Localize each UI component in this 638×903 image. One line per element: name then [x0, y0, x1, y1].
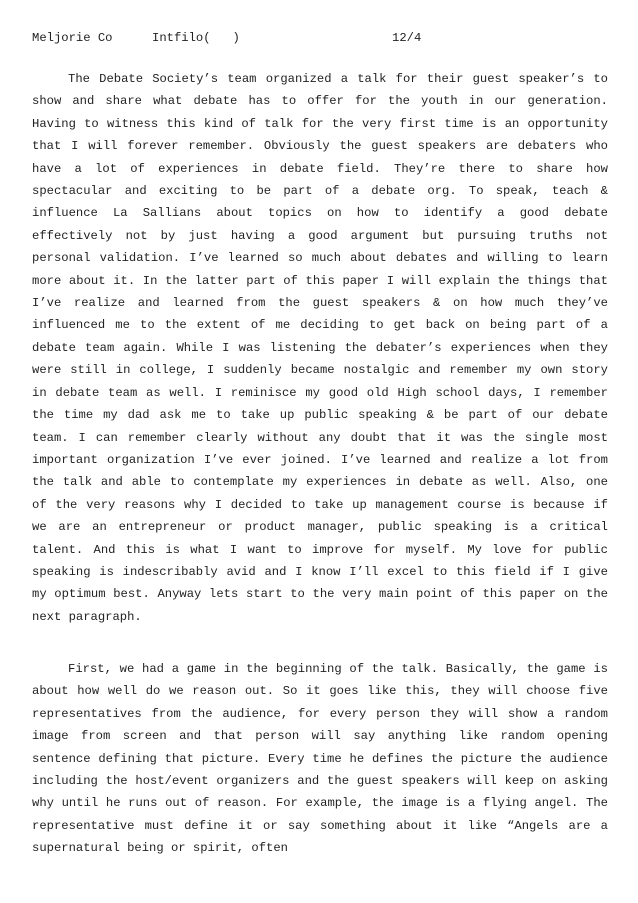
paragraph-1: The Debate Society’s team organized a talk for their guest speaker’s to show and share what debate has to offer for the youth in our generation. Having to witness this kind of talk for the very first time is an opportunity that I will forever remember. Obviously the guest speakers are debaters who have a lot of experiences in debate field. They’re there to share how spectacular and exciting to be part of a debate org. To speak, teach & influence La Sallians about topics on how to identify a good debate effectively not by just having a good argument but pursuing truths not personal validation. I’ve learned so much about debates and willing to learn more about it. In the latter part of this paper I will explain the things that I’ve realize and learned from the guest speakers & on how much they’ve influenced me to the extent of me deciding to get back on being part of a debate team again. While I was listening the debater’s experiences when they were still in college, I suddenly became nostalgic and remember my own story in debate team as well. I reminisce my good old High school days, I remember the time my dad ask me to take up public speaking & be part of our debate team. I can remember clearly without any doubt that it was the single most important organization I’ve ever joined. I’ve learned and realize a lot from the talk and able to contemplate my experiences in debate as well. Also, one of the very reasons why I decided to take up management course is because if we are an entrepreneur or product manager, public speaking is a critical talent. And this is what I want to improve for myself. My love for public speaking is indescribably avid and I know I’ll excel to this field if I give my optimum best. Anyway lets start to the very main point of this paper on the next paragraph. — [32, 72, 608, 624]
course-label: Intfilo( ) — [152, 31, 240, 45]
author-name: Meljorie Co — [32, 31, 113, 45]
paragraph-2: First, we had a game in the beginning of the talk. Basically, the game is about how well do we reason out. So it goes like this, they will choose five representatives from the audience, for every person they will show a random image from screen and that person will say anything like random opening sentence defining that picture. Every time he defines the picture the audience including the host/event organizers and the guest speakers will keep on asking why until he runs out of reason. For example, the image is a flying angel. The representative must define it or say something about it like “Angels are a supernatural being or spirit, often — [32, 662, 608, 856]
date-label: 12/4 — [392, 31, 422, 45]
page-header — [32, 30, 422, 46]
